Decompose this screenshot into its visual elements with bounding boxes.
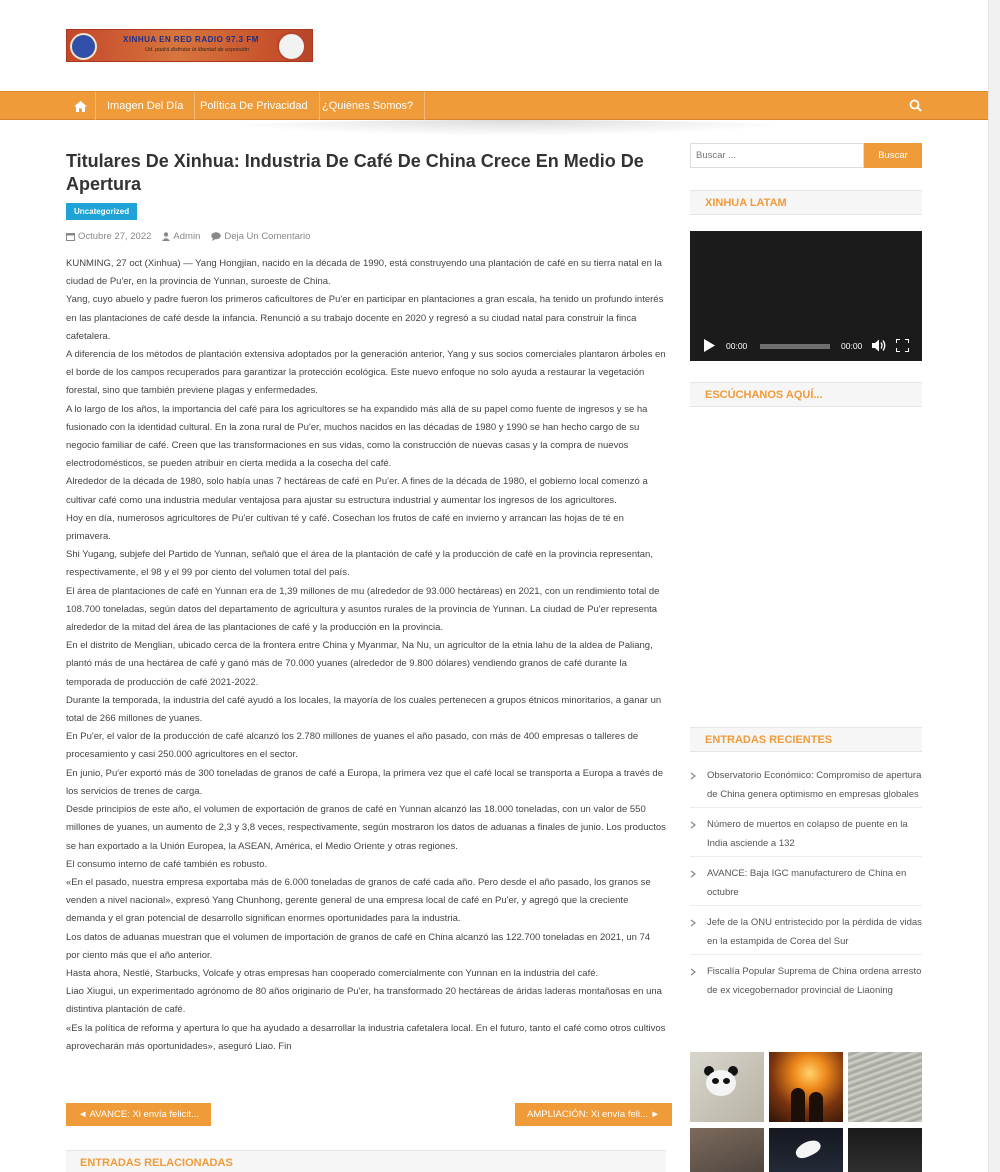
post-paragraph: «Es la política de reforma y apertura lo que ha ayudado a desarrollar la industria cafetalera local. En el futuro, tanto el café como otros cultivos aprovecharán más oportunidades», aseguró Liao. Fin [66, 1022, 666, 1052]
post-paragraph: Desde principios de este año, el volumen de exportación de granos de café en Yunnan alcanzó las 18.000 toneladas, con un valor de 550 millones de yuanes, un aumento de 2,3 y 3,8 veces, respectivamente, según mostraron los datos de aduanas a finales de junio. Los productos se han exportado a la Unión Europea, la ASEAN, América, el Medio Oriente y otras regiones. [66, 804, 666, 852]
post-paragraph: En el distrito de Menglian, ubicado cerca de la frontera entre China y Myanmar, Na Nu, un agricultor de la etnia lahu de la aldea de Paliang, plantó más de una hectárea de café y ganó más de 70.000 yuanes (alrededor de 9.800 dólares) vendiendo granos de café durante la temporada de producción de café 2021-2022. [66, 640, 653, 688]
panda-head [706, 1070, 736, 1096]
recent-post-link[interactable]: Número de muertos en colapso de puente en la India asciende a 132 [707, 819, 908, 849]
post-comment-link[interactable] [211, 231, 310, 242]
thumbnail-speaker[interactable] [848, 1128, 922, 1172]
post-paragraph: El consumo interno de café también es robusto. [66, 858, 268, 870]
search-input[interactable] [690, 143, 864, 168]
nav-item-quienes-somos[interactable]: ¿Quiénes Somos? [311, 92, 425, 120]
logo-emblem-right [277, 32, 306, 61]
person-silhouette [791, 1088, 805, 1122]
post-paragraph: Shi Yugang, subjefe del Partido de Yunnan, señaló que el área de la plantación de café y la producción de café en la provincia representan, respectivamente, el 98 y el 99 por ciento del volumen total del país. [66, 549, 653, 579]
recent-post-link[interactable]: Fiscalía Popular Suprema de China ordena arresto de ex vicegobernador provincial de Liaoning [707, 966, 922, 996]
post-paragraph: Liao Xiugui, un experimentado agrónomo de 80 años originario de Pu'er, ha transformado 20 hectáreas de áridas laderas montañosas en una distintiva plantación de café. [66, 986, 662, 1016]
panda-eye [723, 1078, 730, 1084]
post-date-text: Octubre 27, 2022 [78, 230, 152, 242]
recent-post-item[interactable] [690, 816, 922, 857]
person-silhouette [809, 1092, 823, 1122]
nav-shadow [210, 120, 810, 136]
widget-title-entradas-recientes: ENTRADAS RECIENTES [690, 727, 922, 752]
post-paragraph: A diferencia de los métodos de plantación extensiva adoptados por la generación anterior, Yang y sus socios comerciales plantaron árboles en el borde de los campos recuperados para garantizar la protección ecológica. Este nuevo enfoque no solo ayuda a restaurar la vegetación forestal, sino que también previene plagas y enfermedades. [66, 349, 666, 397]
page-scrollbar[interactable] [988, 0, 1000, 1172]
post-paragraph: Durante la temporada, la industria del café ayudó a los locales, la mayoría de los cuales pertenecen a grupos étnicos minoritarios, a ganar un total de 266 millones de yuanes. [66, 694, 662, 725]
logo-title: XINHUA EN RED RADIO 97.3 FM [123, 35, 259, 44]
logo-emblem-left [70, 33, 97, 60]
chevron-right-icon [690, 919, 696, 927]
video-total-time: 00:00 [841, 341, 863, 351]
chevron-right-icon [690, 772, 696, 780]
post-paragraph: El área de plantaciones de café en Yunnan era de 1,39 millones de mu (alrededor de 93.000 hectáreas) en 2021, con un rendimiento total de 108.700 toneladas, según datos del departamento de agricultura y asuntos rurales de la provincia de Yunnan. La ciudad de Pu'er representa alrededor de la mitad del área de las plantaciones de café y la producción en la provincia. [66, 585, 660, 634]
post-paragraph: En Pu'er, el valor de la producción de café alcanzó los 2.780 millones de yuanes el año pasado, con más de 400 empresas o talleres de procesamiento y casi 250.000 agricultores en el sector. [66, 731, 639, 761]
search-icon[interactable] [908, 98, 924, 114]
chevron-right-icon [690, 870, 696, 878]
panda-eye [712, 1078, 719, 1084]
chevron-right-icon [690, 821, 696, 829]
site-logo[interactable] [66, 29, 313, 62]
home-icon [74, 101, 87, 112]
post-meta [66, 229, 321, 243]
play-icon[interactable] [704, 339, 715, 352]
recent-posts-list [690, 767, 922, 1011]
video-player[interactable] [690, 231, 922, 361]
post-comment-text: Deja Un Comentario [224, 230, 311, 242]
comment-icon [211, 232, 221, 241]
post-paragraph: «En el pasado, nuestra empresa exportaba más de 6.000 toneladas de granos de café cada año. Pero desde el año pasado, los granos se venden a nivel nacional», expresó Yang Chunhong, gerente general de una empresa local de café en Pu'er, y agregó que la creciente demanda y el gran potencial de desarrollo significan enormes oportunidades para la industria. [66, 876, 651, 925]
post-paragraph: En junio, Pu'er exportó más de 300 toneladas de granos de café a Europa, la primera vez que el café local se transporta a Europa a través de los servicios de trenes de carga. [66, 767, 663, 797]
nav-item-imagen-del-dia[interactable]: Imagen Del Día [96, 92, 195, 120]
logo-slogan: Ud. podrá disfrutar la libertad de expresión [145, 47, 249, 53]
search-button[interactable]: Buscar [864, 143, 922, 168]
thumbnail-sunset-couple[interactable] [769, 1052, 843, 1122]
video-current-time: 00:00 [726, 341, 748, 351]
post-paragraph: A lo largo de los años, la importancia del café para los agricultores se ha expandido más allá de su papel como fuente de ingresos y se ha fusionado con la identidad cultural. En la zona rural de Pu'er, muchos nacidos en las décadas de 1980 y 1990 se han hecho cargo de su negocio familiar de café. Creen que las transformaciones en sus vidas, como la construcción de nuevas casas y la compra de nuevos electrodomésticos, se pueden atribuir en cierta medida a la cosecha del café. [66, 403, 648, 470]
post-author[interactable] [162, 231, 200, 242]
category-badge[interactable]: Uncategorized [66, 203, 137, 220]
post-paragraph: Los datos de aduanas muestran que el volumen de importación de granos de café en China alcanzó las 122.700 toneladas en 2021, un 74 por ciento más que el año anterior. [66, 931, 651, 961]
recent-post-item[interactable] [690, 963, 922, 1003]
widget-title-xinhua-latam: XINHUA LATAM [690, 190, 922, 215]
recent-post-link[interactable]: Observatorio Económico: Compromiso de apertura de China genera optimismo en empresas globales [707, 770, 922, 800]
fullscreen-icon[interactable] [896, 339, 909, 352]
widget-title-escuchanos: ESCÚCHANOS AQUÍ... [690, 382, 922, 407]
post-date[interactable] [66, 231, 151, 242]
post-author-text: Admin [173, 230, 201, 242]
post-paragraph: Hasta ahora, Nestlé, Starbucks, Volcafe y otras empresas han cooperado comercialmente con Yunnan en la industria del café. [66, 967, 599, 979]
post-title: Titulares De Xinhua: Industria De Café De China Crece En Medio De Apertura [66, 151, 644, 194]
post-paragraph: KUNMING, 27 oct (Xinhua) — Yang Hongjian, nacido en la década de 1990, está construyendo una plantación de café en su tierra natal en la ciudad de Pu'er, en la provincia de Yunnan, suroeste de China. [66, 258, 662, 288]
post-paragraph: Alrededor de la década de 1980, solo había unas 7 hectáreas de café en Pu'er. A fines de la década de 1980, el gobierno local comenzó a cultivar café como una industria medular ventajosa para ajustar su estructura industrial y aumentar los ingresos de los agricultores. [66, 476, 648, 506]
thumbnail-craft[interactable] [690, 1128, 764, 1172]
post-content [66, 255, 666, 1056]
recent-post-item[interactable] [690, 865, 922, 906]
recent-post-link[interactable]: Jefe de la ONU entristecido por la pérdida de vidas en la estampida de Corea del Sur [707, 917, 922, 947]
related-posts-title: ENTRADAS RELACIONADAS [66, 1150, 666, 1172]
dove-shape [793, 1137, 822, 1161]
post-paragraph: Hoy en día, numerosos agricultores de Pu'er cultivan té y café. Cosechan los frutos de café en invierno y arrancan las hojas de té en primavera. [66, 512, 624, 543]
recent-post-item[interactable] [690, 767, 922, 808]
thumbnail-dove[interactable] [769, 1128, 843, 1172]
nav-item-politica-privacidad[interactable]: Política De Privacidad [189, 92, 320, 120]
recent-post-link[interactable]: AVANCE: Baja IGC manufacturero de China en octubre [707, 868, 907, 898]
thumbnail-terraces[interactable] [848, 1052, 922, 1122]
main-navigation [0, 91, 988, 120]
post-paragraph: Yang, cuyo abuelo y padre fueron los primeros caficultores de Pu'er en participar en plantaciones a gran escala, ha tenido un profundo interés en las plantaciones de café desde la infancia. Renunció a su trabajo docente en 2020 y regresó a su ciudad natal para construir la finca cafetalera. [66, 294, 664, 342]
user-icon [162, 232, 170, 241]
thumbnail-panda[interactable] [690, 1052, 764, 1122]
calendar-icon [66, 232, 75, 241]
next-post-button[interactable]: AMPLIACIÓN: Xi envía feli... ► [515, 1103, 672, 1126]
nav-home-button[interactable] [66, 92, 96, 120]
previous-post-button[interactable]: ◄ AVANCE: Xi envía felicit... [66, 1103, 211, 1126]
volume-icon[interactable] [872, 339, 887, 352]
recent-post-item[interactable] [690, 914, 922, 955]
video-progress-bar[interactable] [760, 344, 830, 349]
chevron-right-icon [690, 968, 696, 976]
